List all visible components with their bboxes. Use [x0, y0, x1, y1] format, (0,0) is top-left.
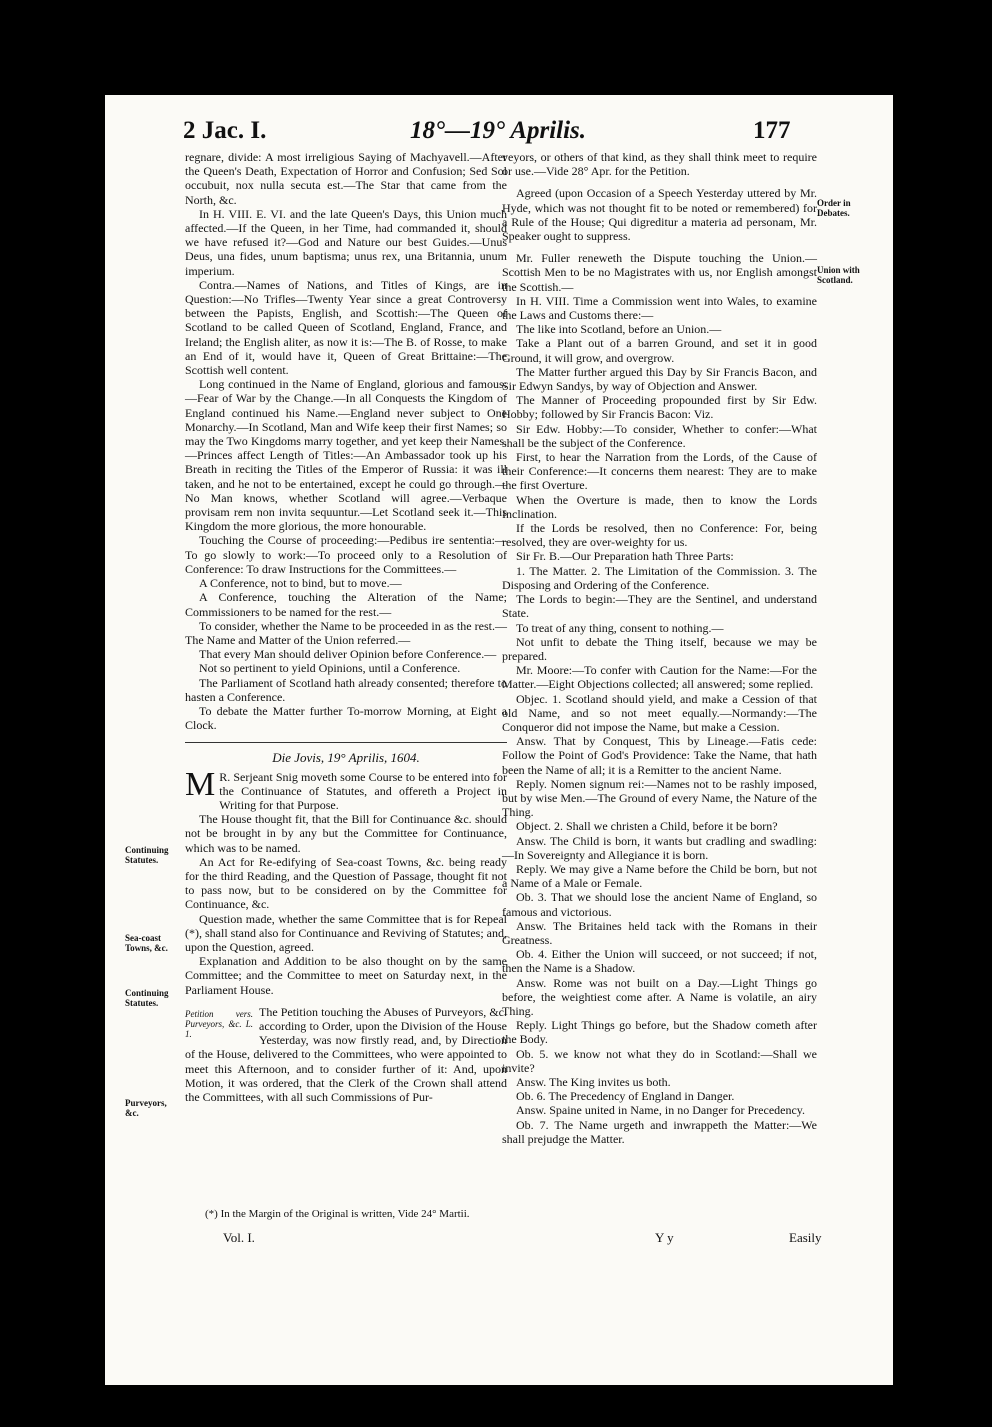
- header-session: 2 Jac. I.: [183, 117, 267, 144]
- paragraph: In H. VIII. Time a Commission went into Wales, to examine the Laws and Customs there:—: [502, 293, 817, 323]
- left-column: [185, 150, 507, 1104]
- paragraph: The Lords to begin:—They are the Sentinel, and understand State.: [502, 592, 817, 621]
- paragraph: The House thought fit, that the Bill for Continuance &c. should not be brought in by any but the Committee for Continuance, which was to be named.: [185, 812, 507, 855]
- paragraph-text: The Petition touching the Abuses of Purveyors, &c. according to Order, upon the Division of the House Yesterday, was now firstly read, and, by Direction of the House, delivered to the Committees, who were appointed to meet this Afternoon, and to consider further of it: And, upon Motion, it was ordered, that the Clerk of the Crown shall attend the Committees, with all such Commissions of Pur-: [185, 1004, 507, 1104]
- paragraph: Reply. Light Things go before, but the Shadow cometh after the Body.: [502, 1018, 817, 1047]
- margin-note-order-in-debates: Order in Debates.: [817, 198, 851, 218]
- paragraph: An Act for Re-edifying of Sea-coast Towns, &c. being ready for the third Reading, and the Question of Passage, thought fit not to pass now, but to be considered on by the Committee for Continuance, &c.: [185, 854, 507, 912]
- paragraph: To consider, whether the Name to be proceeded in as the rest.—The Name and Matter of the Union referred.—: [185, 618, 507, 647]
- margin-note-union-with-scotland: Union with Scotland.: [817, 265, 860, 285]
- paragraph: Long continued in the Name of England, glorious and famous:—Fear of War by the Change.—In all Conquests the Kingdom of England continued his Name.—England never subject to One Monarchy.—In Scotland, Man and Wife keep their first Names; so may the Two Kingdoms marry together, and yet keep their Names.—Princes affect Length of Titles:—An Ambassador took up his Breath in reciting the Titles of the Emperor of Russia: it was ill taken, and he not to be entertained, except he could go through.—No Man knows, whether Scotland will agree.—Verbaque provisam rem non invita sequuntur.—Let Scotland seek it.—This Kingdom the more glorious, the more honourable.: [185, 377, 507, 534]
- paragraph: [185, 1005, 507, 1104]
- paragraph: Sir Fr. B.—Our Preparation hath Three Parts:: [516, 549, 734, 564]
- paragraph: Reply. We may give a Name before the Child be born, but not a Name of a Male or Female.: [502, 861, 817, 891]
- footer-signature: Y y: [655, 1230, 674, 1245]
- paragraph: First, to hear the Narration from the Lords, of the Cause of their Conference:—It concerns them nearest: They are to make the first Overture.: [502, 450, 817, 493]
- drop-cap: M: [185, 765, 216, 803]
- day-heading: Die Jovis, 19° Aprilis, 1604.: [272, 750, 420, 766]
- section-divider: [185, 742, 507, 743]
- paragraph: Ob. 3. That we should lose the ancient Name of England, so famous and victorious.: [502, 890, 817, 919]
- paragraph: 1. The Matter. 2. The Limitation of the Commission. 3. The Disposing and Ordering of the Conference.: [502, 563, 817, 592]
- paragraph: Not so pertinent to yield Opinions, until a Conference.: [199, 661, 461, 676]
- paragraph: Ob. 4. Either the Union will succeed, or not succeed; if not, then the Name is a Shadow.: [502, 947, 817, 976]
- paragraph: Objec. 1. Scotland should yield, and make a Cession of that old Name, and so not meet equally.—Normandy:—The Conqueror did not impose the Name, but make a Cession.: [502, 691, 817, 734]
- paragraph-text: R. Serjeant Snig moveth some Course to be entered into for the Continuance of Statutes, and offereth a Project in Writing for that Purpose.: [219, 769, 507, 812]
- paragraph: Not unfit to debate the Thing itself, because we may be prepared.: [502, 634, 817, 663]
- margin-note-continuing-statutes: Continuing Statutes.: [125, 845, 169, 865]
- paragraph: The Matter further argued this Day by Sir Francis Bacon, and Sir Edwyn Sandys, by way of Objection and Answer.: [502, 364, 817, 394]
- paragraph: Contra.—Names of Nations, and Titles of Kings, are in Question:—No Trifles—Twenty Year since a great Controversy between the Papists, English, and Scottish:—The Queen of Scotland to be called Queen of Scotland, England, France, and Ireland; the English aliter, as now it is:—The B. of Rosse, to make an End of it, would have it, Queen of Great Brittaine:—The Scottish well content.: [185, 277, 507, 378]
- paragraph: [185, 765, 507, 813]
- paragraph: veyors, or others of that kind, as they shall think meet to require or use.—Vide 28° Apr. for the Petition.: [502, 150, 817, 179]
- paragraph: A Conference, not to bind, but to move.—: [199, 576, 402, 591]
- paragraph: To debate the Matter further To-morrow Morning, at Eight a Clock.: [185, 703, 507, 733]
- header-dates: 18°—19° Aprilis.: [410, 117, 587, 144]
- paragraph: If the Lords be resolved, then no Conference: For, being resolved, they are over-weighty for us.: [502, 521, 817, 550]
- paragraph: Question made, whether the same Committee that is for Repeal (*), shall stand also for Continuance and Reviving of Statutes; and, upon the Question, agreed.: [185, 911, 507, 954]
- paragraph: Sir Edw. Hobby:—To consider, Whether to confer:—What shall be the subject of the Conference.: [502, 421, 817, 450]
- paragraph: Ob. 6. The Precedency of England in Danger.: [516, 1089, 735, 1104]
- paragraph: Answ. The Britaines held tack with the Romans in their Greatness.: [502, 918, 817, 947]
- paragraph: Object. 2. Shall we christen a Child, before it be born?: [516, 819, 778, 834]
- paragraph: Answ. The Child is born, it wants but cradling and swadling:—In Sovereignty and Allegiance it is born.: [502, 833, 817, 862]
- paragraph: Reply. Nomen signum rei:—Names not to be rashly imposed, but by wise Men.—The Ground of every Name, the Nature of the Thing.: [502, 776, 817, 820]
- paragraph: The like into Scotland, before an Union.—: [516, 322, 722, 337]
- paragraph: When the Overture is made, then to know the Lords Inclination.: [502, 492, 817, 521]
- margin-note-purveyors: Purveyors, &c.: [125, 1098, 167, 1118]
- margin-note-continuing-statutes: Continuing Statutes.: [125, 988, 169, 1008]
- paragraph: Agreed (upon Occasion of a Speech Yesterday uttered by Mr. Hyde, which was not thought fit to be noted or remembered) for a Rule of the House; Qui digreditur a materia ad personam, Mr. Speaker ought to suppress.: [502, 186, 817, 244]
- paragraph: To treat of any thing, consent to nothing.—: [516, 620, 724, 635]
- paragraph: regnare, divide: A most irreligious Saying of Machyavell.—After the Queen's Death, Expectation of Horror and Confusion; Sed Sol occubuit, nox nulla secuta est.—The Star that came from the North, &c.: [185, 150, 507, 207]
- footer-catchword: Easily: [789, 1230, 822, 1245]
- paragraph: Explanation and Addition to be also thought on by the same Committee; and the Committee to meet on Saturday next, in the Parliament House.: [185, 954, 507, 997]
- paragraph: Ob. 5. we know not what they do in Scotland:—Shall we invite?: [502, 1046, 817, 1075]
- paragraph: Mr. Fuller reneweth the Dispute touching the Union.—Scottish Men to be no Magistrates with us, nor English amongst the Scottish.—: [502, 251, 817, 294]
- header-page-number: 177: [753, 117, 791, 144]
- paragraph: Ob. 7. The Name urgeth and inwrappeth the Matter:—We shall prejudge the Matter.: [502, 1117, 817, 1146]
- paragraph: Answ. That by Conquest, This by Lineage.—Fatis cede: Follow the Point of God's Providence: Take the Name, that hath been the Name of all; it is a Remitter to the ancient Name.: [502, 734, 817, 777]
- paragraph: Answ. Rome was not built on a Day.—Light Things go before, the weightiest come after. A Name is volatile, an airy Thing.: [502, 975, 817, 1018]
- paragraph: Touching the Course of proceeding:—Pedibus ire sententia:—To go slowly to work:—To proceed only to a Resolution of Conference: To draw Instructions for the Committees.—: [185, 533, 507, 576]
- paragraph: Take a Plant out of a barren Ground, and set it in good Ground, it will grow, and overgrow.: [502, 336, 817, 365]
- paragraph: The Manner of Proceeding propounded first by Sir Edw. Hobby; followed by Sir Francis Bacon: Viz.: [502, 393, 817, 422]
- margin-note-sea-coast-towns: Sea-coast Towns, &c.: [125, 933, 168, 953]
- paragraph: Answ. Spaine united in Name, in no Danger for Precedency.: [516, 1103, 806, 1118]
- paragraph: Mr. Moore:—To confer with Caution for the Name:—For the Matter.—Eight Objections collected; all answered; some replied.: [502, 663, 817, 692]
- paragraph: The Parliament of Scotland hath already consented; therefore to hasten a Conference.: [185, 675, 507, 704]
- document-page: [105, 95, 893, 1385]
- paragraph: A Conference, touching the Alteration of the Name; Commissioners to be named for the rest.—: [185, 590, 507, 619]
- right-column: [502, 150, 817, 1146]
- paragraph: That every Man should deliver Opinion before Conference.—: [199, 647, 497, 662]
- footer-volume: Vol. I.: [223, 1230, 255, 1245]
- paragraph: In H. VIII. E. VI. and the late Queen's Days, this Union much affected.—If the Queen, in her Time, had commanded it, should we have refused it?—God and Nature our best Guides.—Unus Deus, una fides, unum baptisma; unus rex, una Britannia, unum imperium.: [185, 206, 507, 278]
- paragraph: Answ. The King invites us both.: [516, 1075, 671, 1089]
- inline-margin-note: Petition vers. Purveyors, &c. L. 1.: [185, 1008, 253, 1039]
- footnote: (*) In the Margin of the Original is written, Vide 24° Martii.: [205, 1208, 470, 1220]
